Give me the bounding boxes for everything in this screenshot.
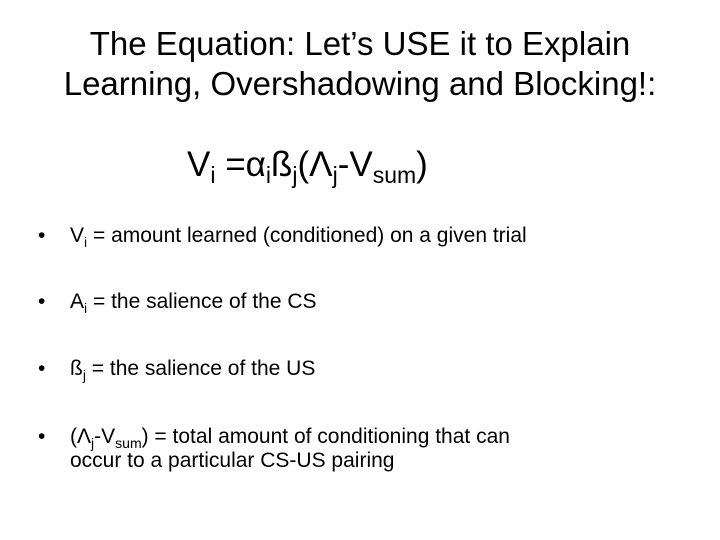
title-line-1: The Equation: Let’s USE it to Explain bbox=[89, 25, 631, 62]
eq-v: V bbox=[187, 145, 211, 184]
term-symbol: V bbox=[70, 224, 85, 247]
term-subscript: j bbox=[91, 435, 95, 451]
eq-beta: ß bbox=[271, 145, 293, 184]
bullet-icon: • bbox=[38, 425, 46, 448]
term-subscript-2: sum bbox=[115, 435, 142, 451]
eq-lambda: (Λ bbox=[297, 145, 333, 184]
list-item-text bbox=[70, 425, 698, 473]
list-item bbox=[38, 290, 698, 314]
eq-alpha: =α bbox=[215, 145, 266, 184]
term-symbol: (Λ bbox=[70, 425, 92, 448]
eq-close: ) bbox=[416, 145, 428, 184]
term-symbol: A bbox=[70, 290, 85, 313]
list-item bbox=[38, 224, 698, 248]
eq-minus-v: -V bbox=[337, 145, 373, 184]
eq-beta-sub: j bbox=[292, 162, 298, 188]
eq-sum-sub: sum bbox=[372, 162, 417, 188]
list-item bbox=[38, 425, 698, 473]
list-item-text bbox=[70, 224, 698, 248]
list-item-text bbox=[70, 290, 698, 314]
rescorla-wagner-equation bbox=[187, 143, 428, 187]
term-line-1 bbox=[70, 425, 698, 449]
term-subscript: i bbox=[84, 300, 88, 316]
term-definition: ) = total amount of conditioning that can bbox=[141, 425, 510, 448]
eq-alpha-sub: i bbox=[265, 162, 272, 188]
term-definition: = amount learned (conditioned) on a given trial bbox=[87, 224, 527, 247]
term-definition: = the salience of the CS bbox=[87, 290, 317, 313]
bullet-icon: • bbox=[38, 290, 46, 313]
term-symbol: ß bbox=[70, 357, 83, 380]
slide-title bbox=[0, 24, 720, 104]
list-item bbox=[38, 357, 698, 381]
bullet-icon: • bbox=[38, 357, 46, 380]
term-subscript: i bbox=[84, 234, 88, 250]
title-line-2: Learning, Overshadowing and Blocking!: bbox=[63, 65, 657, 102]
eq-lambda-sub: j bbox=[332, 162, 338, 188]
bullet-icon: • bbox=[38, 224, 46, 247]
term-symbol-2: -V bbox=[94, 425, 116, 448]
term-subscript: j bbox=[82, 367, 86, 383]
term-definition: = the salience of the US bbox=[85, 357, 316, 380]
term-line-2: occur to a particular CS-US pairing bbox=[70, 449, 395, 472]
list-item-text bbox=[70, 357, 698, 381]
eq-sub-i: i bbox=[210, 162, 216, 188]
